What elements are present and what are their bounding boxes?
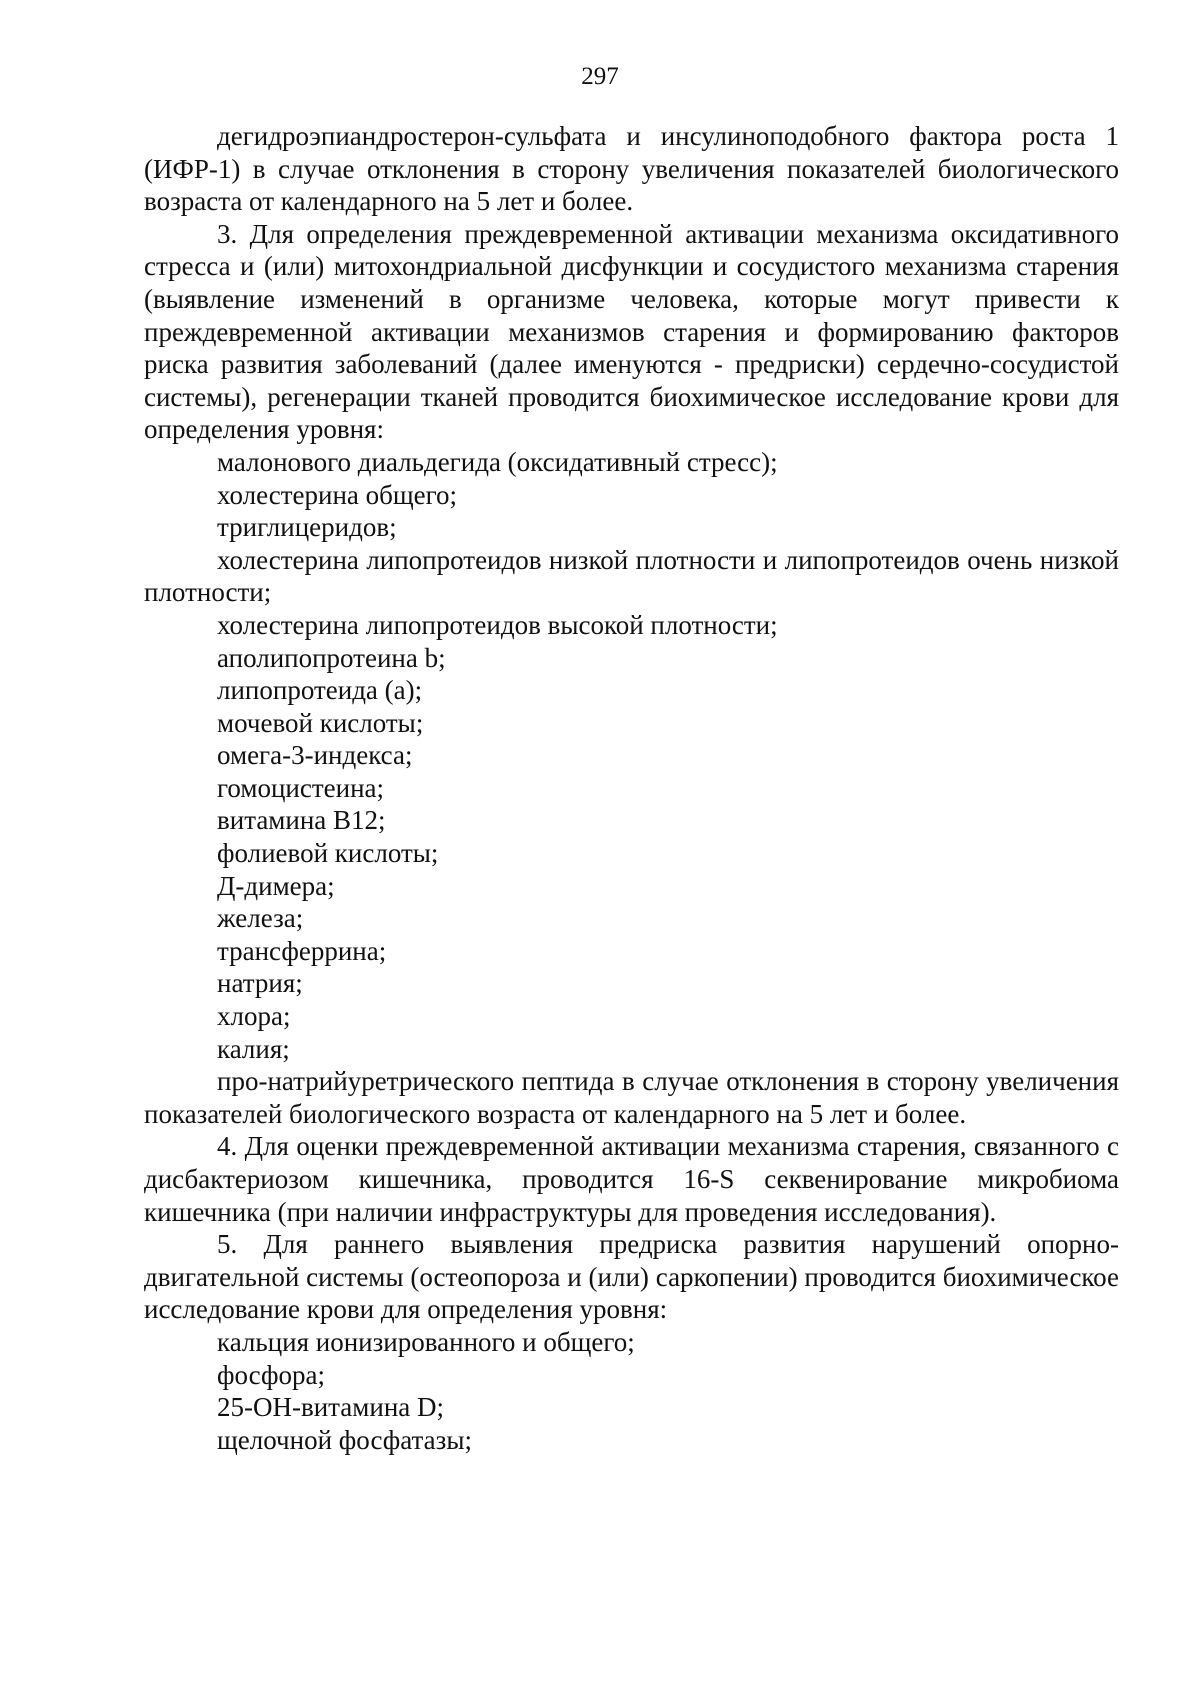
list-item: трансферрина; bbox=[217, 935, 387, 966]
paragraph: 5. Для раннего выявления предриска развития нарушений опорно-двигательной системы (остеопороза и (или) саркопении) проводится биохимическое исследование крови для определения уровня: bbox=[144, 1229, 1119, 1325]
list-item: железа; bbox=[217, 903, 304, 934]
document-body bbox=[144, 120, 1119, 1456]
list-item: холестерина липопротеидов высокой плотности; bbox=[217, 609, 778, 640]
list-item: фосфора; bbox=[217, 1359, 325, 1390]
list-item: щелочной фосфатазы; bbox=[217, 1424, 472, 1455]
list-item: липопротеида (a); bbox=[217, 675, 423, 706]
list-item: витамина B12; bbox=[217, 805, 386, 836]
list-item: фолиевой кислоты; bbox=[217, 838, 439, 869]
list-item: аполипопротеина b; bbox=[217, 642, 446, 673]
list-item: омега-3-индекса; bbox=[217, 740, 413, 771]
list-item: кальция ионизированного и общего; bbox=[217, 1326, 635, 1357]
list-item: 25-OH-витамина D; bbox=[217, 1392, 445, 1423]
paragraph: дегидроэпиандростерон-сульфата и инсулиноподобного фактора роста 1 (ИФР-1) в случае отклонения в сторону увеличения показателей биологического возраста от календарного на 5 лет и более. bbox=[144, 121, 1119, 217]
page-number: 297 bbox=[581, 63, 619, 90]
list-item: натрия; bbox=[217, 968, 303, 999]
paragraph: 3. Для определения преждевременной активации механизма оксидативного стресса и (или) митохондриальной дисфункции и сосудистого механизма старения (выявление изменений в организме человека, которые могут привести к преждевременной активации механизмов старения и формированию факторов риска развития заболеваний (далее именуются - предриски) сердечно-сосудистой системы), регенерации тканей проводится биохимическое исследование крови для определения уровня: bbox=[144, 218, 1119, 445]
list-item: мочевой кислоты; bbox=[217, 707, 424, 738]
list-item: Д-димера; bbox=[217, 870, 335, 901]
list-item: хлора; bbox=[217, 1001, 291, 1032]
list-item: триглицеридов; bbox=[217, 512, 397, 543]
list-item: холестерина липопротеидов низкой плотности и липопротеидов очень низкой плотности; bbox=[144, 544, 1119, 608]
list-item: гомоцистеина; bbox=[217, 772, 385, 803]
list-item: калия; bbox=[217, 1033, 290, 1064]
list-item: малонового диальдегида (оксидативный стресс); bbox=[217, 446, 778, 477]
list-item: про-натрийуретрического пептида в случае отклонения в сторону увеличения показателей биологического возраста от календарного на 5 лет и более. bbox=[144, 1066, 1119, 1129]
paragraph: 4. Для оценки преждевременной активации механизма старения, связанного с дисбактериозом кишечника, проводится 16-S секвенирование микробиома кишечника (при наличии инфраструктуры для проведения исследования). bbox=[144, 1131, 1119, 1227]
list-item: холестерина общего; bbox=[217, 479, 458, 510]
